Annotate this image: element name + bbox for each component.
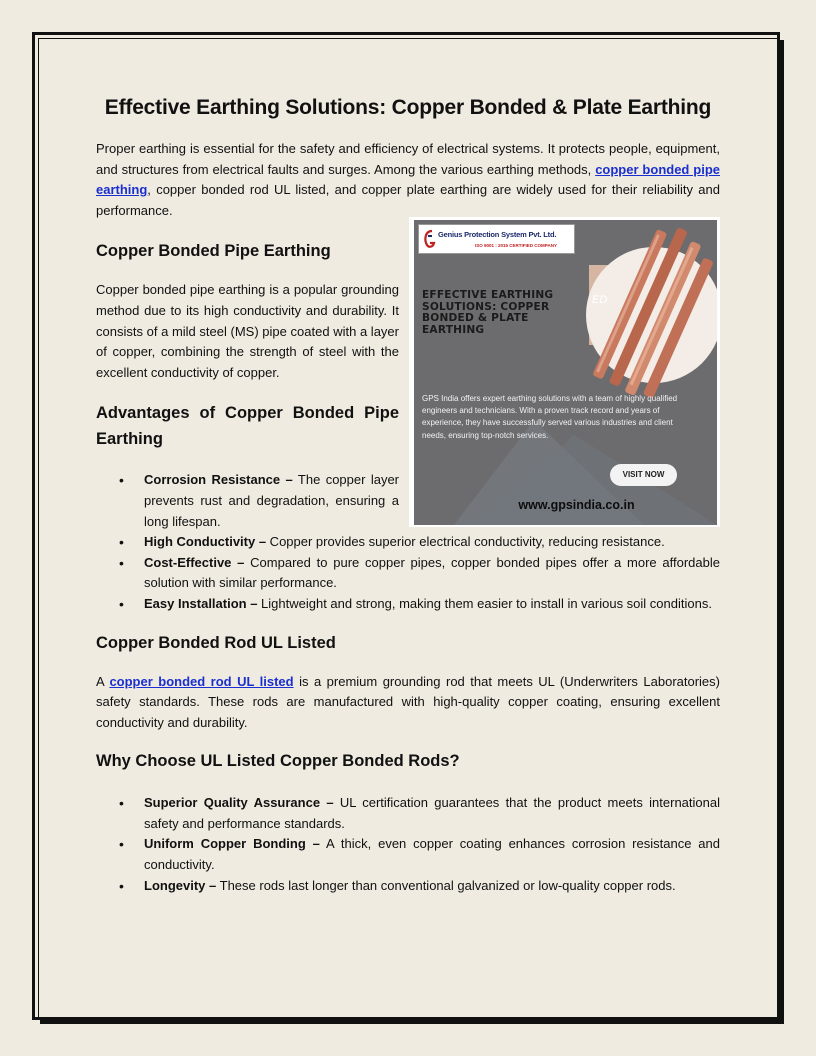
- rod-text-end: is a premium grounding rod that meets UL (Underwriters Laboratories) safety standards. These rods are manufactured with high-quality copper coating, ensuring excellent conductivity and durability.: [96, 673, 720, 730]
- heading-copper-bonded-rod-ul-listed: Copper Bonded Rod UL Listed: [96, 633, 336, 652]
- list-item-label: Longevity –: [144, 877, 217, 893]
- banner-title: EFFECTIVE EARTHING SOLUTIONS: COPPER BONDED & PLATE EARTHING: [422, 289, 554, 336]
- list-item-text: Compared to pure copper pipes, copper bonded pipes offer a more affordable solution with similar performance.: [144, 554, 720, 591]
- copper-bonded-rod-ul-listed-link[interactable]: copper bonded rod UL listed: [109, 673, 294, 689]
- list-item-text: Lightweight and strong, making them easier to install in various soil conditions.: [257, 595, 712, 611]
- rod-text-start: A: [96, 673, 110, 689]
- left-column: [96, 238, 399, 452]
- page-border-shadow-right: [780, 40, 784, 1024]
- list-item-text: The copper layer prevents rust and degradation, ensuring a long lifespan.: [144, 472, 399, 529]
- intro-text-end: , copper bonded rod UL listed, and copper plate earthing are widely used for their reliability and performance.: [96, 182, 720, 218]
- intro-paragraph: [96, 139, 720, 221]
- list-item: [144, 470, 399, 532]
- list-item: [144, 793, 720, 834]
- pipe-earthing-paragraph: Copper bonded pipe earthing is a popular grounding method due to its high conductivity and durability. It consists of a mild steel (MS) pipe coated with a layer of copper, combining the strength of steel with the excellent conductivity of copper.: [96, 282, 399, 380]
- list-item: [144, 876, 720, 897]
- copper-bonded-pipe-earthing-link[interactable]: copper bonded pipe earthing: [96, 161, 720, 198]
- list-item-text: A thick, even copper coating enhances corrosion resistance and conductivity.: [144, 836, 720, 873]
- heading-advantages: Advantages of Copper Bonded Pipe Earthing: [96, 404, 399, 449]
- list-item-text: Copper provides superior electrical conductivity, reducing resistance.: [266, 534, 665, 550]
- logo-company-name: Genius Protection System Pvt. Ltd.: [438, 230, 557, 239]
- heading-copper-bonded-pipe-earthing: Copper Bonded Pipe Earthing: [96, 242, 331, 261]
- list-item: [144, 553, 720, 594]
- banner-side-text: ED: [592, 294, 608, 306]
- page-title: Effective Earthing Solutions: Copper Bonded & Plate Earthing: [104, 96, 712, 119]
- banner-website-url[interactable]: www.gpsindia.co.in: [518, 498, 635, 512]
- banner-description: GPS India offers expert earthing solutions with a team of highly qualified engineers and technicians. With a proven track record and years of experience, they have successfully served various industries and client needs, ensuring top-notch services.: [422, 394, 678, 440]
- list-item: [144, 532, 720, 553]
- list-item-label: High Conductivity –: [144, 534, 267, 550]
- document-content: [96, 96, 720, 896]
- list-item-text: These rods last longer than conventional galvanized or low-quality copper rods.: [216, 877, 676, 893]
- list-item-label: Cost-Effective –: [144, 554, 245, 570]
- list-item: [144, 834, 720, 875]
- advantages-list: [96, 470, 720, 614]
- list-item-label: Superior Quality Assurance –: [144, 795, 334, 811]
- list-item-label: Uniform Copper Bonding –: [144, 836, 320, 852]
- list-item-text: UL certification guarantees that the product meets international safety and performance standards.: [144, 795, 720, 831]
- intro-text-start: Proper earthing is essential for the safety and efficiency of electrical systems. It protects people, equipment, and structures from electrical faults and surges. Among the various earthing methods,: [96, 141, 720, 177]
- logo-certification: ISO 9001 : 2015 CERTIFIED COMPANY: [475, 243, 557, 248]
- heading-why-choose: Why Choose UL Listed Copper Bonded Rods?: [96, 752, 460, 771]
- list-item: [144, 594, 720, 615]
- visit-now-button[interactable]: VISIT NOW: [610, 464, 677, 486]
- list-item-label: Easy Installation –: [144, 595, 258, 611]
- rod-ul-listed-paragraph: [96, 672, 720, 734]
- page-border-shadow-bottom: [40, 1020, 784, 1024]
- why-choose-list: [96, 793, 720, 896]
- list-item-label: Corrosion Resistance –: [144, 472, 293, 488]
